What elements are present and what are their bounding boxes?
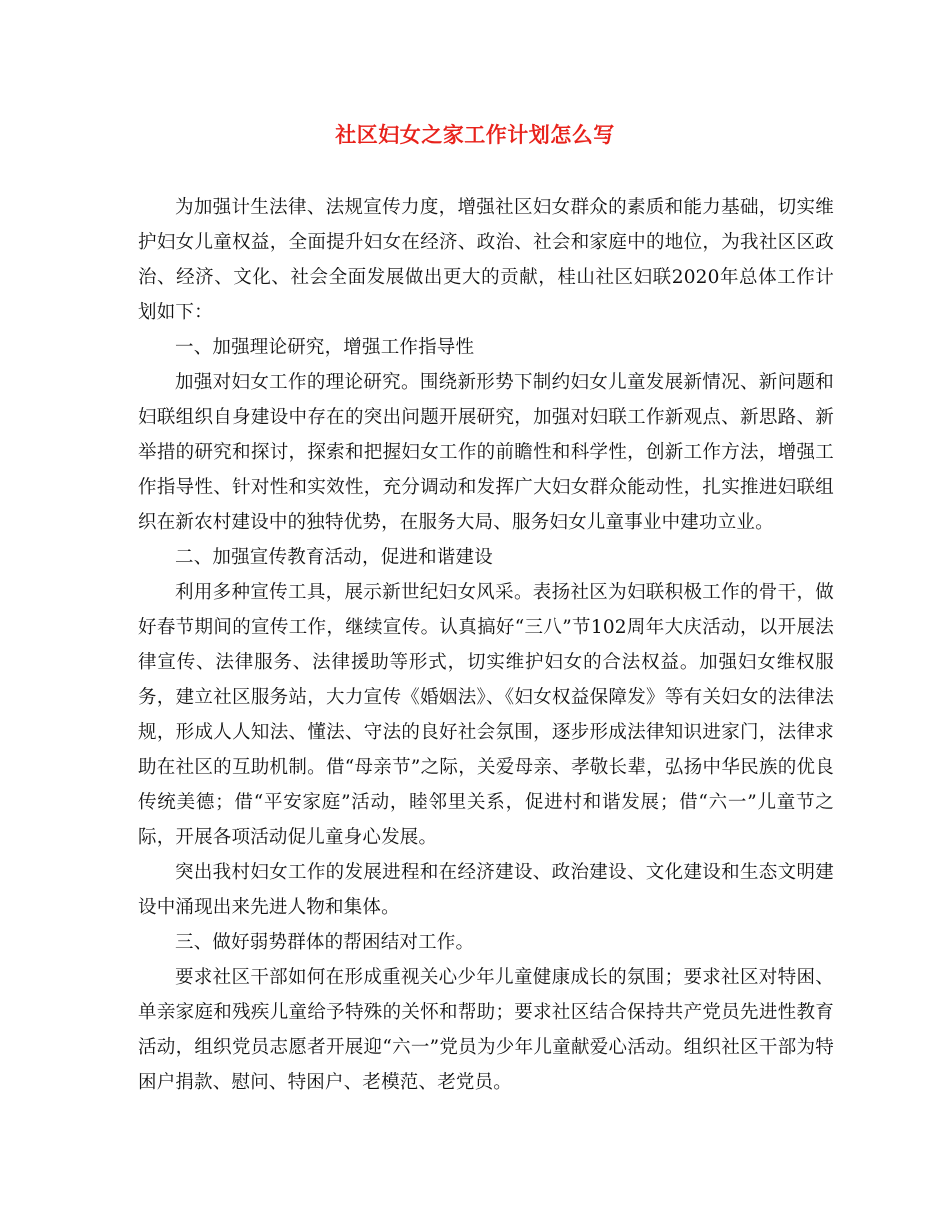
section-heading-3: 三、做好弱势群体的帮困结对工作。	[175, 932, 475, 953]
section-heading-2: 二、加强宣传教育活动，促进和谐建设	[175, 547, 493, 568]
document-body	[138, 190, 834, 1100]
document-title: 社区妇女之家工作计划怎么写	[335, 122, 615, 147]
body-paragraph: 加强对妇女工作的理论研究。围绕新形势下制约妇女儿童发展新情况、新问题和妇联组织自身建设中存在的突出问题开展研究，加强对妇联工作新观点、新思路、新举措的研究和探讨，探索和把握妇女工作的前瞻性和科学性，创新工作方法，增强工作指导性、针对性和实效性，充分调动和发挥广大妇女群众能动性，扎实推进妇联组织在新农村建设中的独特优势，在服务大局、服务妇女儿童事业中建功立业。	[138, 372, 834, 533]
intro-paragraph: 为加强计生法律、法规宣传力度，增强社区妇女群众的素质和能力基础，切实维护妇女儿童权益，全面提升妇女在经济、政治、社会和家庭中的地位，为我社区区政治、经济、文化、社会全面发展做出更大的贡献，桂山社区妇联2020年总体工作计划如下：	[138, 197, 834, 323]
section-heading-1: 一、加强理论研究，增强工作指导性	[175, 337, 475, 358]
body-paragraph: 利用多种宣传工具，展示新世纪妇女风采。表扬社区为妇联积极工作的骨干，做好春节期间的宣传工作，继续宣传。认真搞好“三八”节102周年大庆活动，以开展法律宣传、法律服务、法律援助等形式，切实维护妇女的合法权益。加强妇女维权服务，建立社区服务站，大力宣传《婚姻法》、《妇女权益保障发》等有关妇女的法律法规，形成人人知法、懂法、守法的良好社会氛围，逐步形成法律知识进家门，法律求助在社区的互助机制。借“母亲节”之际，关爱母亲、孝敬长辈，弘扬中华民族的优良传统美德；借“平安家庭”活动，睦邻里关系，促进村和谐发展；借“六一”儿童节之际，开展各项活动促儿童身心发展。	[138, 582, 834, 848]
body-paragraph: 突出我村妇女工作的发展进程和在经济建设、政治建设、文化建设和生态文明建设中涌现出来先进人物和集体。	[138, 862, 834, 918]
body-paragraph: 要求社区干部如何在形成重视关心少年儿童健康成长的氛围；要求社区对特困、单亲家庭和残疾儿童给予特殊的关怀和帮助；要求社区结合保持共产党员先进性教育活动，组织党员志愿者开展迎“六一”党员为少年儿童献爱心活动。组织社区干部为特困户捐款、慰问、特困户、老模范、老党员。	[138, 967, 834, 1093]
